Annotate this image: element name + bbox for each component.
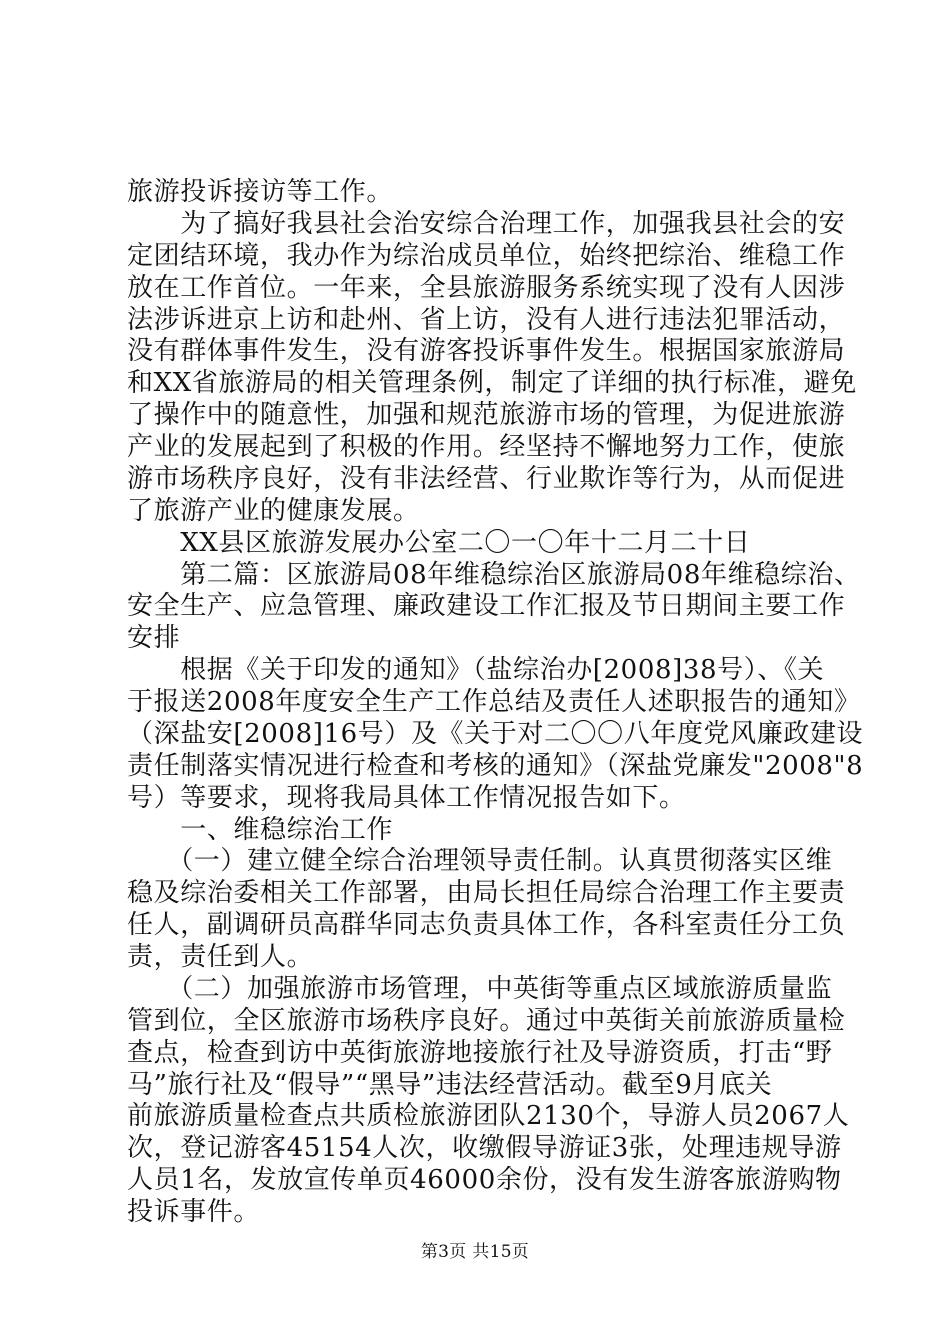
body-text-line: 定团结环境，我办作为综治成员单位，始终把综治、维稳工作	[127, 240, 846, 271]
body-text-line: （二）加强旅游市场管理，中英街等重点区域旅游质量监	[127, 973, 833, 1004]
body-text-line: 查点，检查到访中英街旅游地接旅行社及导游资质，打击“野	[127, 1037, 833, 1068]
body-text-line: 责，责任到人。	[127, 942, 314, 972]
body-text-line: 于报送2008年度安全生产工作总结及责任人述职报告的通知》	[127, 687, 861, 717]
section-heading-line: 安排	[127, 623, 181, 654]
signature-date-line: XX县区旅游发展办公室二〇一〇年十二月二十日	[127, 527, 751, 558]
body-text-line: 放在工作首位。一年来，全县旅游服务系统实现了没有人因涉	[127, 272, 846, 303]
body-text-line: 了操作中的随意性，加强和规范旅游市场的管理，为促进旅游	[127, 400, 846, 431]
body-text-line: 马”旅行社及“假导”“黑导”违法经营活动。截至9月底关	[127, 1069, 773, 1100]
body-text-line: 人员1名，发放宣传单页46000余份，没有发生游客旅游购物	[127, 1165, 842, 1196]
body-text-line: 投诉事件。	[127, 1197, 261, 1227]
body-text-line: 号）等要求，现将我局具体工作情况报告如下。	[127, 782, 686, 813]
page-number-footer: 第3页 共15页	[420, 1242, 530, 1262]
body-text-line: 责任制落实情况进行检查和考核的通知》（深盐党廉发"2008"8	[127, 750, 864, 781]
section-heading-line: 第二篇：区旅游局08年维稳综治区旅游局08年维稳综治、	[127, 559, 861, 590]
body-text-line: 产业的发展起到了积极的作用。经坚持不懈地努力工作，使旅	[127, 432, 846, 462]
section-heading-line: 安全生产、应急管理、廉政建设工作汇报及节日期间主要工作	[127, 591, 846, 622]
body-text-line: 为了搞好我县社会治安综合治理工作，加强我县社会的安	[127, 208, 846, 239]
body-text-line: 次，登记游客45154人次，收缴假导游证3张，处理违规导游	[127, 1133, 842, 1164]
body-text-line: 任人，副调研员高群华同志负责具体工作，各科室责任分工负	[127, 910, 846, 941]
body-text-line: 根据《关于印发的通知》（盐综治办[2008]38号）、《关	[127, 655, 825, 686]
body-text-line: 没有群体事件发生，没有游客投诉事件发生。根据国家旅游局	[127, 336, 846, 367]
body-text-line: 游市场秩序良好，没有非法经营、行业欺诈等行为，从而促进	[127, 463, 846, 494]
body-text-line: 了旅游产业的健康发展。	[127, 495, 420, 526]
body-text-line: 法涉诉进京上访和赴州、省上访，没有人进行违法犯罪活动，	[127, 304, 846, 335]
body-text-line: 前旅游质量检查点共质检旅游团队2130个，导游人员2067人	[127, 1101, 850, 1132]
body-text-line: 和XX省旅游局的相关管理条例，制定了详细的执行标准，避免	[127, 368, 857, 399]
body-text-line: 管到位，全区旅游市场秩序良好。通过中英街关前旅游质量检	[127, 1005, 846, 1036]
body-text-line: 稳及综治委相关工作部署，由局长担任局综合治理工作主要责	[127, 878, 846, 909]
body-text-line: （深盐安[2008]16号）及《关于对二〇〇八年度党风廉政建设	[127, 718, 864, 749]
body-text-line: 旅游投诉接访等工作。	[127, 177, 394, 207]
body-text-line: （一）建立健全综合治理领导责任制。认真贯彻落实区维	[127, 846, 833, 877]
subheading-line: 一、维稳综治工作	[127, 814, 394, 845]
